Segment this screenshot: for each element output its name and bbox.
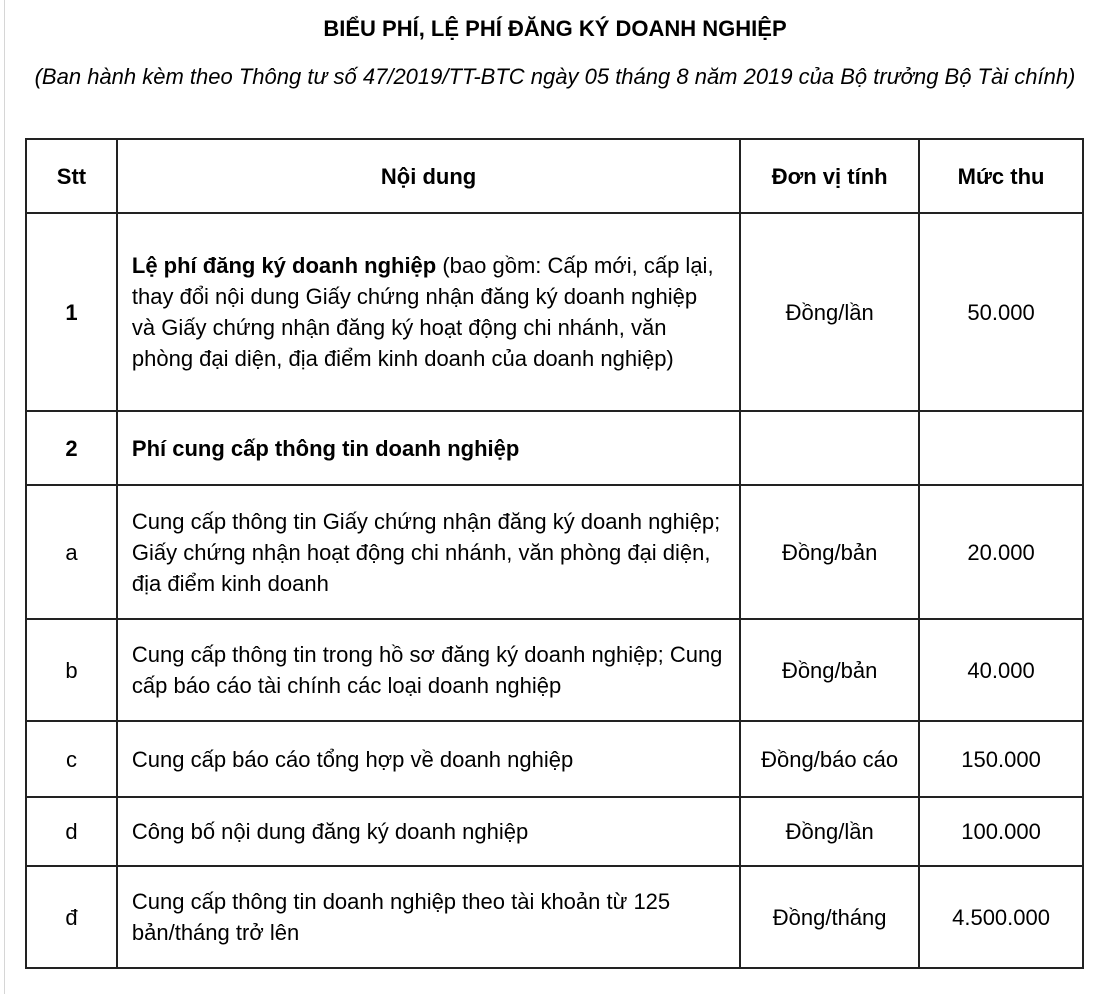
table-row <box>26 411 1083 485</box>
header-content: Nội dung <box>117 139 740 213</box>
row-content: Cung cấp thông tin trong hồ sơ đăng ký doanh nghiệp; Cung cấp báo cáo tài chính các loại doanh nghiệp <box>117 619 740 721</box>
row-unit: Đồng/bản <box>740 619 919 721</box>
row-fee: 150.000 <box>919 721 1083 797</box>
fee-table <box>25 138 1084 969</box>
row-content: Cung cấp báo cáo tổng hợp về doanh nghiệp <box>117 721 740 797</box>
row-stt: b <box>26 619 117 721</box>
row-unit <box>740 411 919 485</box>
row-content: Cung cấp thông tin Giấy chứng nhận đăng ký doanh nghiệp; Giấy chứng nhận hoạt động chi nhánh, văn phòng đại diện, địa điểm kinh doanh <box>117 485 740 619</box>
table-row <box>26 619 1083 721</box>
document-title: BIỂU PHÍ, LỆ PHÍ ĐĂNG KÝ DOANH NGHIỆP <box>323 16 787 41</box>
row-stt: a <box>26 485 117 619</box>
row-stt: 1 <box>26 213 117 411</box>
page-left-border <box>4 0 5 994</box>
table-row <box>26 866 1083 968</box>
row-stt: 2 <box>26 411 117 485</box>
row-unit: Đồng/lần <box>740 213 919 411</box>
row-unit: Đồng/tháng <box>740 866 919 968</box>
row-content: Cung cấp thông tin doanh nghiệp theo tài khoản từ 125 bản/tháng trở lên <box>117 866 740 968</box>
table-row <box>26 485 1083 619</box>
row-stt: d <box>26 797 117 866</box>
row-fee: 100.000 <box>919 797 1083 866</box>
row-unit: Đồng/báo cáo <box>740 721 919 797</box>
header-fee: Mức thu <box>919 139 1083 213</box>
row-content-rest: (bao gồm: Cấp mới, cấp lại, thay đổi nội dung Giấy chứng nhận đăng ký doanh nghiệp và Giấy chứng nhận đăng ký hoạt động chi nhánh, văn phòng đại diện, địa điểm kinh doanh của doanh nghiệp) <box>131 253 714 371</box>
row-unit: Đồng/lần <box>740 797 919 866</box>
row-content: Phí cung cấp thông tin doanh nghiệp <box>117 411 740 485</box>
row-fee: 4.500.000 <box>919 866 1083 968</box>
row-unit: Đồng/bản <box>740 485 919 619</box>
row-stt: c <box>26 721 117 797</box>
table-row <box>26 213 1083 411</box>
header-stt: Stt <box>26 139 117 213</box>
table-header-row <box>26 139 1083 213</box>
table-row <box>26 721 1083 797</box>
row-content <box>117 213 740 411</box>
row-fee: 50.000 <box>919 213 1083 411</box>
header-unit: Đơn vị tính <box>740 139 919 213</box>
document-subtitle: (Ban hành kèm theo Thông tư số 47/2019/TT-BTC ngày 05 tháng 8 năm 2019 của Bộ trưởng Bộ Tài chính) <box>34 64 1076 89</box>
row-content: Công bố nội dung đăng ký doanh nghiệp <box>117 797 740 866</box>
table-row <box>26 797 1083 866</box>
row-stt: đ <box>26 866 117 968</box>
row-fee: 20.000 <box>919 485 1083 619</box>
row-fee: 40.000 <box>919 619 1083 721</box>
row-fee <box>919 411 1083 485</box>
row-content-bold: Lệ phí đăng ký doanh nghiệp <box>131 253 437 278</box>
